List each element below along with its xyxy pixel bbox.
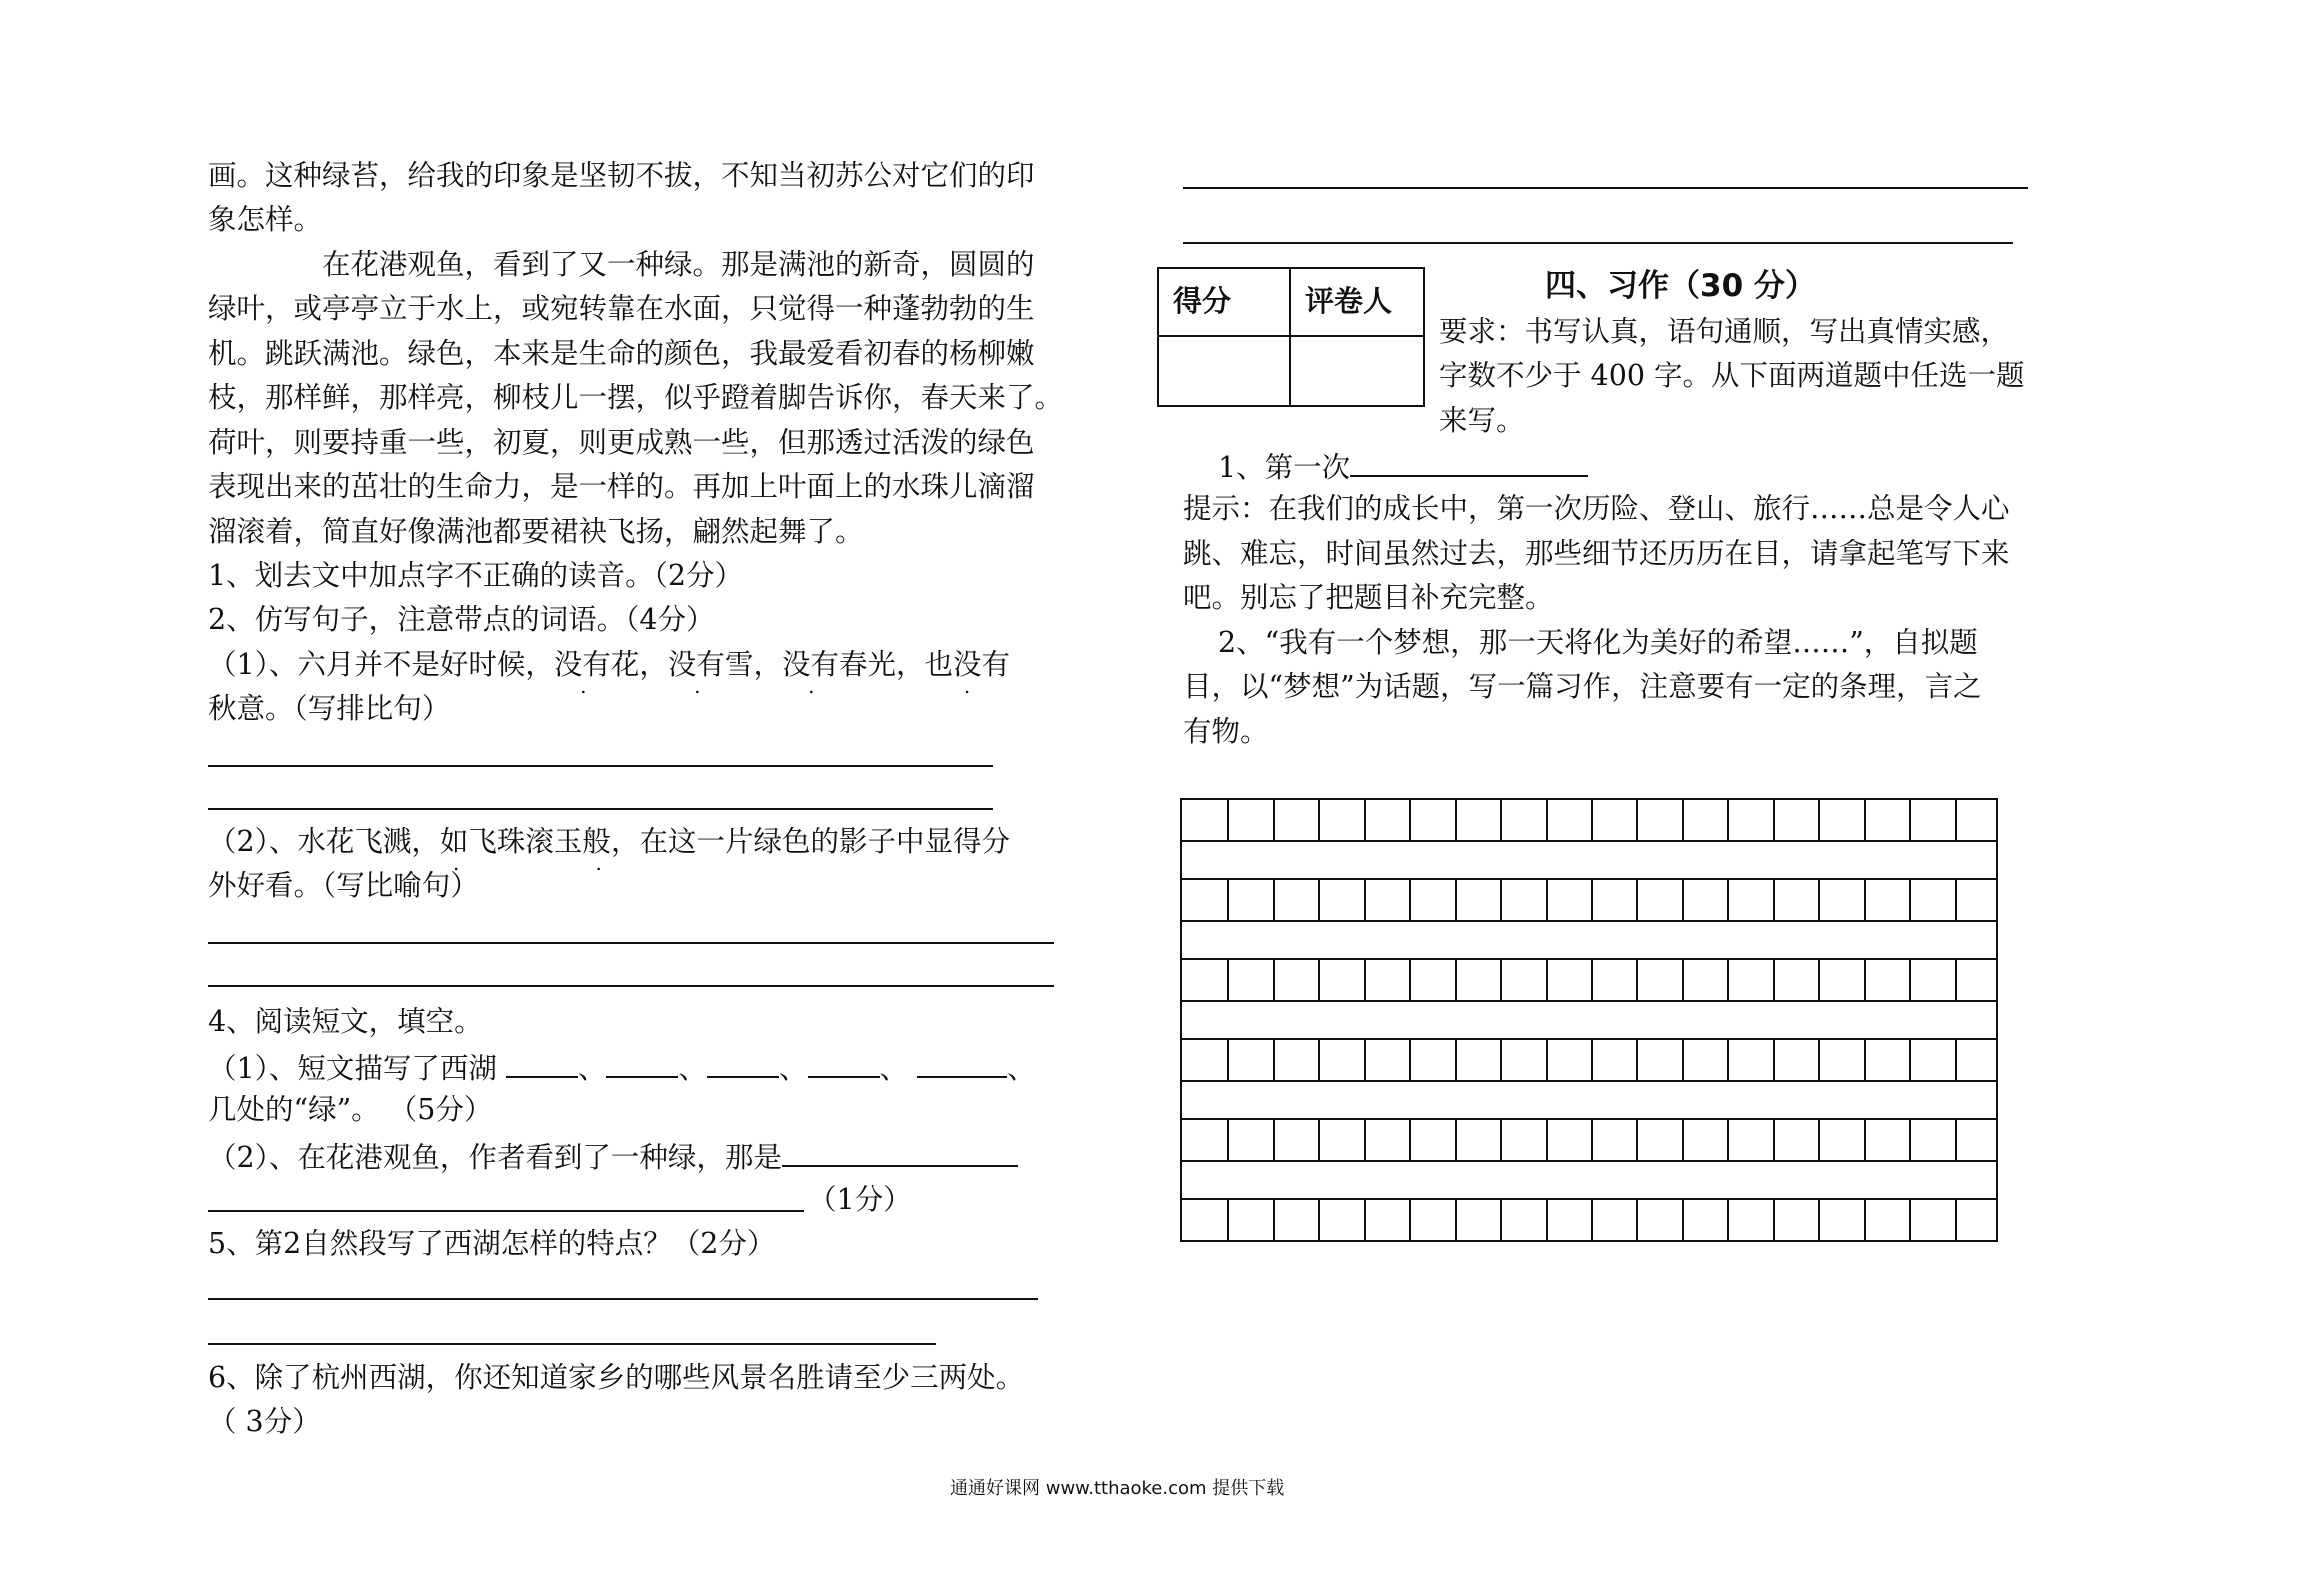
writing-grid-row[interactable] xyxy=(1180,878,1998,922)
writing-grid-cell-divider xyxy=(1227,1120,1229,1160)
writing-grid-cell-divider xyxy=(1909,800,1911,840)
topic-1 xyxy=(1218,443,1588,490)
passage-line-4: 绿叶，或亭亭立于水上，或宛转靠在水面，只觉得一种蓬勃勃的生 xyxy=(208,292,1035,325)
writing-grid-cell-divider xyxy=(1864,1200,1866,1240)
writing-grid-cell-divider xyxy=(1273,880,1275,920)
writing-grid-cell-divider xyxy=(1864,1040,1866,1080)
writing-grid-cell-divider xyxy=(1227,1200,1229,1240)
fill-blank[interactable] xyxy=(506,1044,578,1078)
writing-grid-cell-divider xyxy=(1727,880,1729,920)
fill-blank[interactable] xyxy=(606,1044,678,1078)
dotted-word: 如 xyxy=(439,825,469,858)
writing-grid-cell-divider xyxy=(1591,1200,1593,1240)
writing-grid-cell-divider xyxy=(1546,800,1548,840)
writing-grid-cell-divider xyxy=(1409,1200,1411,1240)
writing-grid-cell-divider xyxy=(1409,1040,1411,1080)
writing-grid-cell-divider xyxy=(1818,1040,1820,1080)
answer-line[interactable] xyxy=(1183,242,2013,244)
q2-1-text: 花， xyxy=(610,648,668,681)
writing-grid-spacer xyxy=(1180,842,1998,878)
writing-grid-cell-divider xyxy=(1364,800,1366,840)
writing-grid-cell-divider xyxy=(1455,880,1457,920)
question-4-2-score: （1分） xyxy=(808,1183,912,1216)
writing-grid-spacer xyxy=(1180,1082,1998,1118)
writing-grid-cell-divider xyxy=(1364,1200,1366,1240)
writing-grid-cell-divider xyxy=(1727,960,1729,1000)
question-6: 6、除了杭州西湖，你还知道家乡的哪些风景名胜请至少三两处。 xyxy=(208,1361,1025,1394)
writing-grid-cell-divider xyxy=(1818,800,1820,840)
passage-line-6: 枝，那样鲜，那样亮，柳枝儿一摆，似乎蹬着脚告诉你，春天来了。 xyxy=(208,381,1064,414)
writing-grid-cell-divider xyxy=(1591,1040,1593,1080)
writing-grid-cell-divider xyxy=(1682,880,1684,920)
writing-grid-cell-divider xyxy=(1546,960,1548,1000)
writing-grid-cell-divider xyxy=(1773,880,1775,920)
writing-grid-cell-divider xyxy=(1727,800,1729,840)
fill-blank[interactable] xyxy=(782,1133,1018,1167)
passage-line-7: 荷叶，则要持重一些，初夏，则更成熟一些，但那透过活泼的绿色 xyxy=(208,426,1035,459)
writing-grid-cell-divider xyxy=(1227,880,1229,920)
separator: 、 xyxy=(577,1052,607,1085)
writing-grid-cell-divider xyxy=(1864,960,1866,1000)
topic-2-line-1: 2、“我有一个梦想，那一天将化为美好的希望……”，自拟题 xyxy=(1218,626,1978,659)
writing-grid-cell-divider xyxy=(1227,800,1229,840)
writing-grid-cell-divider xyxy=(1773,1040,1775,1080)
writing-grid-cell-divider xyxy=(1636,1120,1638,1160)
hint-line-2: 跳、难忘，时间虽然过去，那些细节还历历在目，请拿起笔写下来 xyxy=(1183,537,2010,570)
writing-grid-spacer xyxy=(1180,1162,1998,1198)
score-table xyxy=(1157,267,1425,407)
dotted-word: 没有 xyxy=(553,648,611,681)
hint-line-3: 吧。别忘了把题目补充完整。 xyxy=(1183,581,1554,614)
writing-grid-cell-divider xyxy=(1455,1040,1457,1080)
writing-grid-cell-divider xyxy=(1955,1120,1957,1160)
grader-label: 评卷人 xyxy=(1305,284,1393,318)
writing-grid-cell-divider xyxy=(1773,1200,1775,1240)
q2-1-text: 雪， xyxy=(724,648,782,681)
topic-2-line-3: 有物。 xyxy=(1183,715,1269,748)
score-label: 得分 xyxy=(1173,284,1232,318)
writing-grid-spacer xyxy=(1180,1002,1998,1038)
writing-grid-cell-divider xyxy=(1409,800,1411,840)
writing-grid-cell-divider xyxy=(1955,880,1957,920)
dotted-word: 没有 xyxy=(667,648,725,681)
topic-1-text: 1、第一次 xyxy=(1218,451,1351,484)
writing-grid-cell-divider xyxy=(1455,1200,1457,1240)
writing-grid-cell-divider xyxy=(1636,960,1638,1000)
separator: 、 xyxy=(879,1052,909,1085)
writing-grid-cell-divider xyxy=(1546,1200,1548,1240)
fill-blank[interactable] xyxy=(808,1044,880,1078)
answer-line[interactable] xyxy=(208,765,993,767)
question-2-2-line-2: 外好看。（写比喻句） xyxy=(208,869,479,902)
writing-grid-cell-divider xyxy=(1818,880,1820,920)
question-4-1-line-2: 几处的“绿”。 （5分） xyxy=(208,1093,493,1126)
writing-grid-cell-divider xyxy=(1227,1040,1229,1080)
score-table-divider xyxy=(1289,269,1291,405)
writing-grid-cell-divider xyxy=(1727,1200,1729,1240)
question-2-1-line-2: 秋意。（写排比句） xyxy=(208,692,451,725)
q2-2-text: （2）、水花飞溅， xyxy=(208,825,440,858)
writing-grid-cell-divider xyxy=(1227,960,1229,1000)
writing-grid-cell-divider xyxy=(1500,1200,1502,1240)
writing-grid-cell-divider xyxy=(1500,800,1502,840)
writing-grid-cell-divider xyxy=(1273,800,1275,840)
writing-grid-cell-divider xyxy=(1455,1120,1457,1160)
separator: 、 xyxy=(1007,1052,1036,1085)
writing-grid-cell-divider xyxy=(1409,1120,1411,1160)
writing-grid-cell-divider xyxy=(1909,960,1911,1000)
writing-grid-cell-divider xyxy=(1636,880,1638,920)
q2-2-text: 飞珠滚玉 xyxy=(468,825,583,858)
footer-credit: 通通好课网 www.tthaoke.com 提供下载 xyxy=(950,1478,1285,1499)
passage-line-9: 溜滚着，简直好像满池都要裙袂飞扬，翩然起舞了。 xyxy=(208,515,864,548)
writing-grid-cell-divider xyxy=(1682,1200,1684,1240)
writing-grid-cell-divider xyxy=(1773,960,1775,1000)
writing-grid-cell-divider xyxy=(1455,800,1457,840)
section-title: 四、习作（30 分） xyxy=(1545,268,1816,304)
writing-grid-cell-divider xyxy=(1727,1040,1729,1080)
writing-grid-cell-divider xyxy=(1682,1040,1684,1080)
separator: 、 xyxy=(778,1052,808,1085)
writing-grid-row[interactable] xyxy=(1180,1038,1998,1082)
passage-line-5: 机。跳跃满池。绿色，本来是生命的颜色，我最爱看初春的杨柳嫩 xyxy=(208,337,1035,370)
writing-grid-cell-divider xyxy=(1682,960,1684,1000)
writing-grid-cell-divider xyxy=(1364,960,1366,1000)
writing-grid-cell-divider xyxy=(1864,800,1866,840)
writing-grid-cell-divider xyxy=(1318,880,1320,920)
question-4: 4、阅读短文，填空。 xyxy=(208,1005,483,1038)
passage-line-3: 在花港观鱼，看到了又一种绿。那是满池的新奇，圆圆的 xyxy=(322,248,1035,281)
writing-grid-row[interactable] xyxy=(1180,798,1998,842)
writing-grid-cell-divider xyxy=(1636,1200,1638,1240)
writing-grid-row[interactable] xyxy=(1180,1198,1998,1242)
hint-line-1: 提示：在我们的成长中，第一次历险、登山、旅行……总是令人心 xyxy=(1183,492,2010,525)
requirements-line-1: 要求：书写认真，语句通顺，写出真情实感， xyxy=(1439,315,2010,348)
writing-grid-cell-divider xyxy=(1318,960,1320,1000)
answer-line[interactable] xyxy=(208,942,1054,944)
writing-grid-cell-divider xyxy=(1364,1120,1366,1160)
grader-cell[interactable] xyxy=(1292,337,1421,403)
q4-2-text: （2）、在花港观鱼，作者看到了一种绿，那是 xyxy=(208,1141,782,1174)
writing-grid-cell-divider xyxy=(1955,800,1957,840)
writing-grid-cell-divider xyxy=(1591,800,1593,840)
writing-grid-cell-divider xyxy=(1955,1040,1957,1080)
writing-grid-cell-divider xyxy=(1409,960,1411,1000)
writing-grid-cell-divider xyxy=(1318,1200,1320,1240)
question-5: 5、第2自然段写了西湖怎样的特点？（2分） xyxy=(208,1227,776,1260)
writing-grid-cell-divider xyxy=(1591,880,1593,920)
writing-grid-row[interactable] xyxy=(1180,1118,1998,1162)
writing-grid-spacer xyxy=(1180,922,1998,958)
passage-line-2: 象怎样。 xyxy=(208,203,323,236)
writing-grid-cell-divider xyxy=(1273,1120,1275,1160)
writing-grid-cell-divider xyxy=(1864,1120,1866,1160)
question-1: 1、划去文中加点字不正确的读音。（2分） xyxy=(208,559,744,592)
dotted-word: 没有 xyxy=(781,648,839,681)
question-6-score: （ 3分） xyxy=(208,1405,321,1438)
fill-blank[interactable] xyxy=(707,1044,779,1078)
fill-blank[interactable] xyxy=(917,1044,1007,1078)
writing-grid-cell-divider xyxy=(1364,880,1366,920)
writing-grid-cell-divider xyxy=(1409,880,1411,920)
answer-line[interactable] xyxy=(208,1210,804,1212)
writing-grid-cell-divider xyxy=(1500,1120,1502,1160)
writing-grid-cell-divider xyxy=(1636,1040,1638,1080)
writing-grid-cell-divider xyxy=(1364,1040,1366,1080)
answer-line[interactable] xyxy=(208,985,1054,987)
passage-line-1: 画。这种绿苔，给我的印象是坚韧不拔，不知当初苏公对它们的印 xyxy=(208,159,1035,192)
q2-1-text: （1）、六月并不是好时候， xyxy=(208,648,554,681)
dotted-word: 也没有 xyxy=(924,648,1010,681)
q2-2-text: ，在这一片绿色的影子中显得分 xyxy=(610,825,1010,858)
writing-grid-cell-divider xyxy=(1500,960,1502,1000)
requirements-line-2: 字数不少于 400 字。从下面两道题中任选一题 xyxy=(1439,359,2025,392)
writing-grid-cell-divider xyxy=(1909,880,1911,920)
answer-line[interactable] xyxy=(208,808,993,810)
writing-grid-cell-divider xyxy=(1727,1120,1729,1160)
dotted-word: 般 xyxy=(582,825,611,858)
writing-grid-row[interactable] xyxy=(1180,958,1998,1002)
question-2-1-line-1 xyxy=(208,643,1010,687)
title-blank[interactable] xyxy=(1350,443,1588,477)
writing-grid-cell-divider xyxy=(1818,1200,1820,1240)
writing-grid-cell-divider xyxy=(1864,880,1866,920)
writing-grid-cell-divider xyxy=(1773,1120,1775,1160)
writing-grid-cell-divider xyxy=(1318,1040,1320,1080)
q4-1-text: （1）、短文描写了西湖 xyxy=(208,1052,497,1085)
writing-grid-cell-divider xyxy=(1955,1200,1957,1240)
writing-grid-cell-divider xyxy=(1591,1120,1593,1160)
writing-grid-cell-divider xyxy=(1682,1120,1684,1160)
writing-grid-cell-divider xyxy=(1273,960,1275,1000)
writing-grid-cell-divider xyxy=(1546,880,1548,920)
writing-grid-cell-divider xyxy=(1273,1040,1275,1080)
answer-line[interactable] xyxy=(1183,187,2028,189)
writing-grid-cell-divider xyxy=(1955,960,1957,1000)
writing-grid-cell-divider xyxy=(1909,1040,1911,1080)
question-4-1-line-1 xyxy=(208,1044,1036,1091)
writing-grid-cell-divider xyxy=(1682,800,1684,840)
writing-grid-cell-divider xyxy=(1500,1040,1502,1080)
topic-2-line-2: 目，以“梦想”为话题，写一篇习作，注意要有一定的条理，言之 xyxy=(1183,670,1982,703)
score-cell[interactable] xyxy=(1159,337,1287,403)
writing-grid-cell-divider xyxy=(1546,1040,1548,1080)
writing-grid-cell-divider xyxy=(1273,1200,1275,1240)
writing-grid-cell-divider xyxy=(1318,800,1320,840)
writing-grid-cell-divider xyxy=(1318,1120,1320,1160)
writing-grid-cell-divider xyxy=(1818,1120,1820,1160)
writing-grid-cell-divider xyxy=(1455,960,1457,1000)
separator: 、 xyxy=(678,1052,707,1085)
answer-line[interactable] xyxy=(208,1298,1038,1300)
writing-grid-cell-divider xyxy=(1636,800,1638,840)
writing-grid-cell-divider xyxy=(1591,960,1593,1000)
question-2-2-line-1 xyxy=(208,820,1010,864)
question-2: 2、仿写句子，注意带点的词语。（4分） xyxy=(208,603,715,636)
passage-line-8: 表现出来的茁壮的生命力，是一样的。再加上叶面上的水珠儿滴溜 xyxy=(208,470,1035,503)
q2-1-text: 春光， xyxy=(838,648,925,681)
writing-grid-cell-divider xyxy=(1773,800,1775,840)
writing-grid-cell-divider xyxy=(1500,880,1502,920)
question-4-2-line-1 xyxy=(208,1133,1018,1180)
writing-grid-cell-divider xyxy=(1546,1120,1548,1160)
requirements-line-3: 来写。 xyxy=(1439,404,1525,437)
writing-grid-cell-divider xyxy=(1909,1200,1911,1240)
answer-line[interactable] xyxy=(208,1343,936,1345)
writing-grid-cell-divider xyxy=(1909,1120,1911,1160)
writing-grid-cell-divider xyxy=(1818,960,1820,1000)
